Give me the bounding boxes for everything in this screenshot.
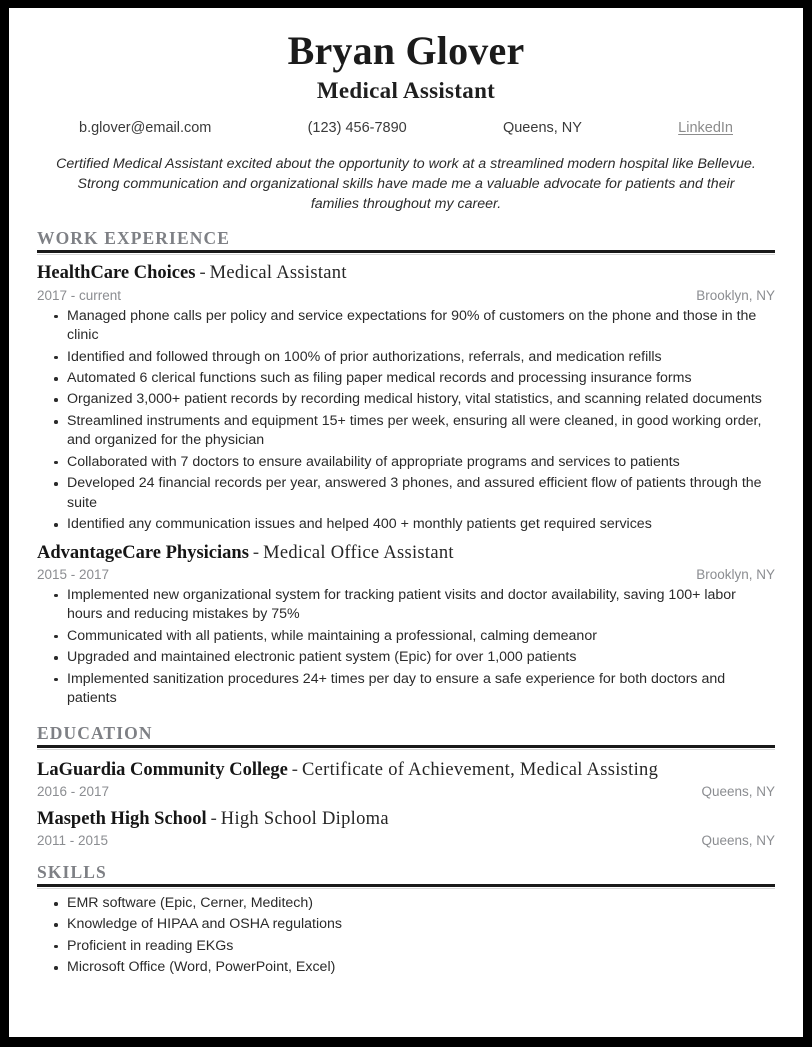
section-rule	[37, 745, 775, 748]
work-entry-headline	[37, 262, 775, 284]
section-heading-education: EDUCATION	[37, 722, 153, 743]
work-entry-headline	[37, 542, 775, 564]
education-entry-school: Maspeth High School	[37, 808, 207, 829]
work-entry-organization: AdvantageCare Physicians	[37, 542, 249, 563]
section-heading-work-experience: WORK EXPERIENCE	[37, 228, 230, 249]
education-entry	[37, 808, 775, 848]
list-item: Managed phone calls per policy and service expectations for 90% of customers on the phone and those in the clinic	[37, 307, 775, 346]
section-rule-sub	[37, 888, 775, 889]
education-entry-separator: -	[210, 808, 217, 829]
work-entry-dates: 2017 - current	[37, 287, 122, 303]
list-item: Implemented new organizational system for tracking patient visits and doctor availability, saving 100+ labor hours and reducing mistakes by 75%	[37, 586, 775, 625]
section-rule-sub	[37, 254, 775, 255]
work-entry-role: Medical Assistant	[209, 263, 347, 284]
education-entry-meta	[37, 833, 775, 848]
list-item: Knowledge of HIPAA and OSHA regulations	[37, 915, 775, 934]
list-item: Communicated with all patients, while maintaining a professional, calming demeanor	[37, 627, 775, 646]
list-item: Implemented sanitization procedures 24+ times per day to ensure a safe experience for both doctors and patients	[37, 670, 775, 709]
list-item: Proficient in reading EKGs	[37, 937, 775, 956]
work-entry-location: Brooklyn, NY	[696, 287, 775, 303]
work-entry	[37, 262, 775, 534]
work-entry-separator: -	[252, 542, 260, 563]
education-entry-dates: 2011 - 2015	[37, 832, 109, 848]
education-entry-dates: 2016 - 2017	[37, 783, 110, 799]
education-entry-degree: Certificate of Achievement, Medical Assisting	[301, 759, 659, 780]
education-entry-school: LaGuardia Community College	[37, 759, 288, 780]
section-skills	[37, 862, 775, 978]
list-item: Organized 3,000+ patient records by recording medical history, vital statistics, and scanning related documents	[37, 390, 775, 409]
candidate-job-title: Medical Assistant	[316, 78, 496, 103]
education-entry-headline	[37, 808, 775, 830]
section-education	[37, 723, 775, 848]
section-heading-skills: SKILLS	[37, 861, 107, 882]
work-entry-meta	[37, 288, 775, 303]
contact-email: b.glover@email.com	[79, 120, 212, 136]
work-entry-bullets	[37, 586, 775, 709]
work-entry-meta	[37, 567, 775, 582]
work-entry-role: Medical Office Assistant	[263, 542, 454, 563]
list-item: Identified and followed through on 100% of prior authorizations, referrals, and medication refills	[37, 348, 775, 367]
list-item: Automated 6 clerical functions such as filing paper medical records and processing insurance forms	[37, 369, 775, 388]
work-entry	[37, 542, 775, 709]
resume-header	[37, 30, 775, 136]
section-work-experience	[37, 228, 775, 708]
contact-phone: (123) 456-7890	[307, 120, 407, 136]
skills-list	[37, 894, 775, 978]
education-entry-degree: High School Diploma	[220, 808, 389, 829]
list-item: Collaborated with 7 doctors to ensure availability of appropriate programs and services to patients	[37, 453, 775, 472]
work-entry-location: Brooklyn, NY	[696, 566, 775, 582]
contact-linkedin-link[interactable]: LinkedIn	[678, 120, 733, 136]
education-entry-headline	[37, 759, 775, 781]
education-entry-location: Queens, NY	[701, 832, 775, 848]
section-rule	[37, 250, 775, 253]
list-item: Upgraded and maintained electronic patient system (Epic) for over 1,000 patients	[37, 648, 775, 667]
section-rule-sub	[37, 749, 775, 750]
list-item: Developed 24 financial records per year, answered 3 phones, and assured efficient flow of patients through the suite	[37, 474, 775, 513]
education-entry	[37, 759, 775, 799]
list-item: EMR software (Epic, Cerner, Meditech)	[37, 894, 775, 913]
work-entry-separator: -	[199, 263, 206, 284]
section-rule	[37, 884, 775, 887]
work-entry-bullets	[37, 307, 775, 535]
contact-row	[79, 120, 733, 136]
list-item: Identified any communication issues and helped 400 + monthly patients get required services	[37, 515, 775, 534]
education-entry-location: Queens, NY	[701, 783, 775, 799]
education-entry-meta	[37, 784, 775, 799]
education-entry-separator: -	[291, 759, 298, 780]
professional-summary: Certified Medical Assistant excited about the opportunity to work at a streamlined modern hospital like Bellevue. Strong communication and organizational skills have made me a valuable advocate for patients and their families throughout my career.	[56, 156, 756, 213]
candidate-name: Bryan Glover	[287, 28, 525, 73]
work-entry-organization: HealthCare Choices	[37, 263, 196, 284]
contact-location: Queens, NY	[502, 120, 582, 136]
list-item: Microsoft Office (Word, PowerPoint, Excel)	[37, 958, 775, 977]
work-entry-dates: 2015 - 2017	[37, 566, 110, 582]
list-item: Streamlined instruments and equipment 15+ times per week, ensuring all were cleaned, in good working order, and organized for the physician	[37, 412, 775, 451]
